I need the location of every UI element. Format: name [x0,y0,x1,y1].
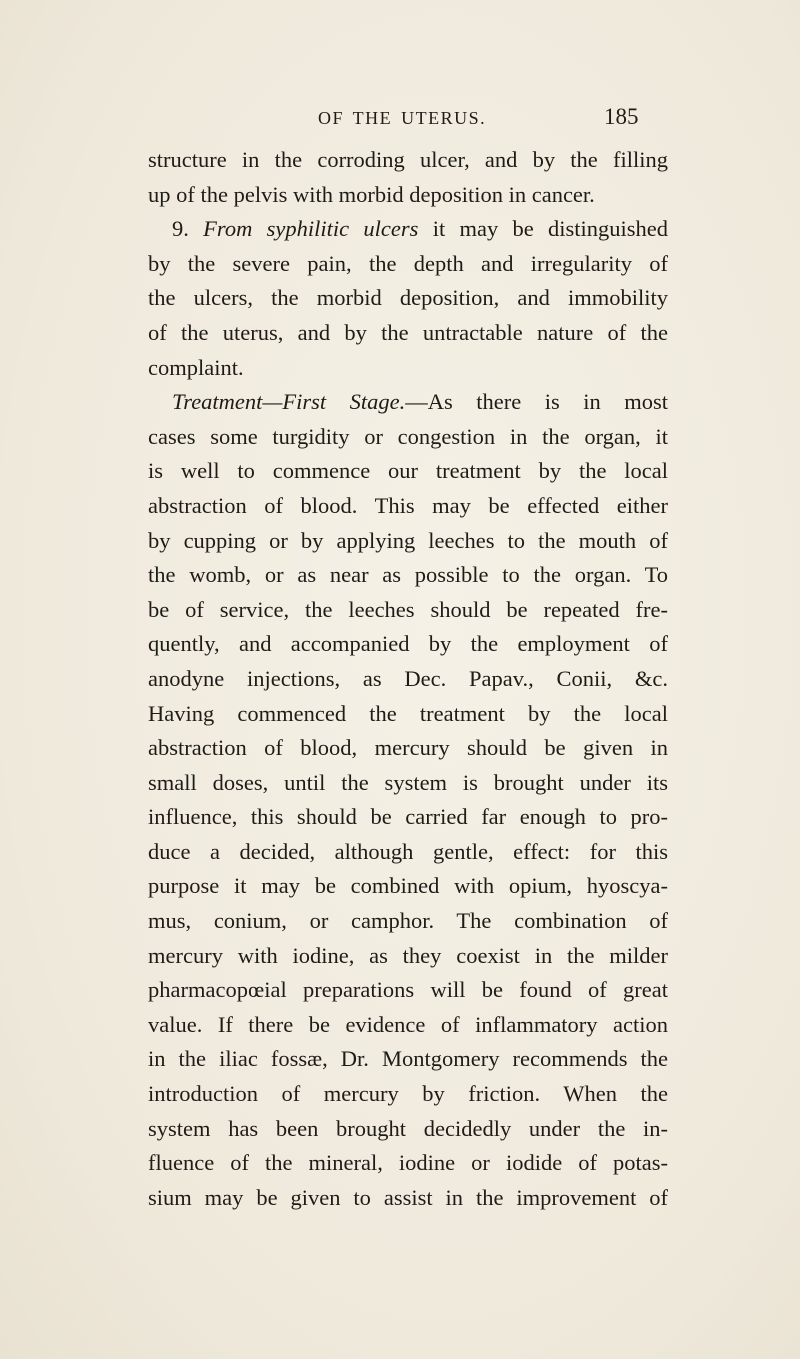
text-line: quently, and accompanied by the employment of [148,631,668,657]
text-line: system has been brought decidedly under the in- [148,1115,668,1141]
text-line: abstraction of blood, mercury should be given in [148,735,668,761]
page-header [0,104,800,134]
text-line: introduction of mercury by friction. When the [148,1081,668,1107]
text-fragment: it may be distinguished [432,216,669,242]
running-title: OF THE UTERUS. [318,108,487,128]
text-line: is well to commence our treatment by the local [148,458,668,484]
text-line: abstraction of blood. This may be effected either [148,492,668,518]
text-line: fluence of the mineral, iodine or iodide of potas- [148,1150,668,1176]
text-line: complaint. [148,354,244,380]
text-line: anodyne injections, as Dec. Papav., Conii, &c. [148,665,668,691]
text-line: of the uterus, and by the untractable nature of the [148,319,668,345]
text-line: influence, this should be carried far enough to pro- [148,804,668,830]
text-line: the womb, or as near as possible to the organ. To [148,562,668,588]
text-line: Having commenced the treatment by the local [148,700,668,726]
text-line: by cupping or by applying leeches to the mouth of [148,527,668,553]
text-line: pharmacopœial preparations will be found of great [148,977,668,1003]
text-line: cases some turgidity or congestion in the organ, it [148,423,668,449]
page-number: 185 [604,104,639,129]
text-line: up of the pelvis with morbid deposition in cancer. [148,181,595,207]
text-line: mus, conium, or camphor. The combination of [148,908,668,934]
text-line: the ulcers, the morbid deposition, and immobility [148,285,668,311]
text-line: small doses, until the system is brought under its [148,769,668,795]
text-line: structure in the corroding ulcer, and by the filling [148,147,668,172]
text-line: in the iliac fossæ, Dr. Montgomery recommends the [148,1046,668,1072]
text-line: sium may be given to assist in the improvement of [148,1184,668,1210]
italic-heading: Treatment—First Stage. [172,389,406,415]
text-fragment: —As there is in most [405,389,668,415]
text-line [148,385,668,420]
text-line: mercury with iodine, as they coexist in the milder [148,942,668,968]
text-line [148,212,668,247]
text-line: value. If there be evidence of inflammatory action [148,1011,668,1037]
text-line: duce a decided, although gentle, effect: for this [148,838,668,864]
italic-heading: From syphilitic ulcers [203,216,419,242]
text-line: be of service, the leeches should be repeated fre- [148,596,668,622]
text-line: purpose it may be combined with opium, hyoscya- [148,873,668,899]
paragraph-number: 9. [172,216,189,242]
body-text [148,143,668,1215]
text-line: by the severe pain, the depth and irregularity of [148,250,668,276]
